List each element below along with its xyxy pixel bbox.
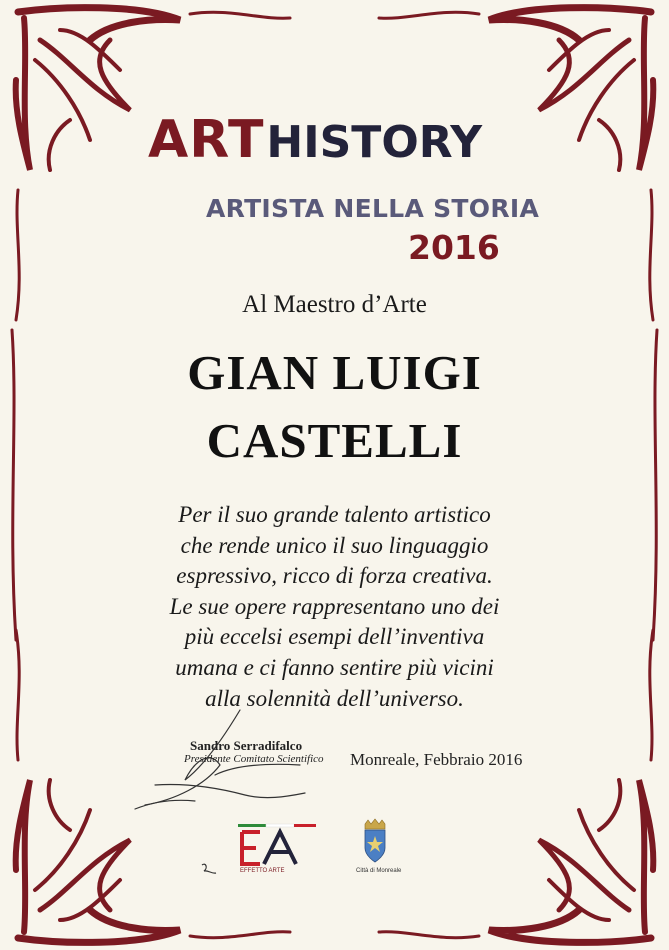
ea-logo-caption: EFFETTO ARTE — [240, 868, 285, 874]
citation-text — [0, 500, 669, 714]
citation-line: più eccelsi esempi dell’inventiva — [184, 624, 485, 650]
subtitle: ARTISTA NELLA STORIA — [206, 194, 540, 223]
title-art: ART — [148, 110, 265, 170]
crest-caption: Città di Monreale — [356, 868, 402, 874]
citation-line: Le sue opere rappresentano uno dei — [169, 593, 500, 619]
citation-line: alla solennità dell’universo. — [205, 685, 464, 711]
citation-line: che rende unico il suo linguaggio — [180, 532, 489, 558]
signer-name: Sandro Serradifalco — [190, 738, 303, 753]
dedication-line: Al Maestro d’Arte — [242, 291, 427, 318]
recipient-name-line1: GIAN LUIGI — [187, 345, 482, 400]
title-row — [148, 110, 482, 170]
citation-line: umana e ci fanno sentire più vicini — [175, 654, 494, 680]
year: 2016 — [408, 228, 500, 267]
pen-mark-icon — [200, 862, 218, 876]
citation-line: espressivo, ricco di forza creativa. — [176, 563, 493, 589]
title-history: HISTORY — [266, 117, 483, 168]
citation-line: Per il suo grande talento artistico — [178, 502, 491, 527]
place-date: Monreale, Febbraio 2016 — [350, 750, 523, 769]
city-crest-icon — [362, 818, 388, 864]
signer-role: Presidente Comitato Scientifico — [184, 753, 324, 765]
recipient-name-line2: CASTELLI — [206, 413, 463, 468]
